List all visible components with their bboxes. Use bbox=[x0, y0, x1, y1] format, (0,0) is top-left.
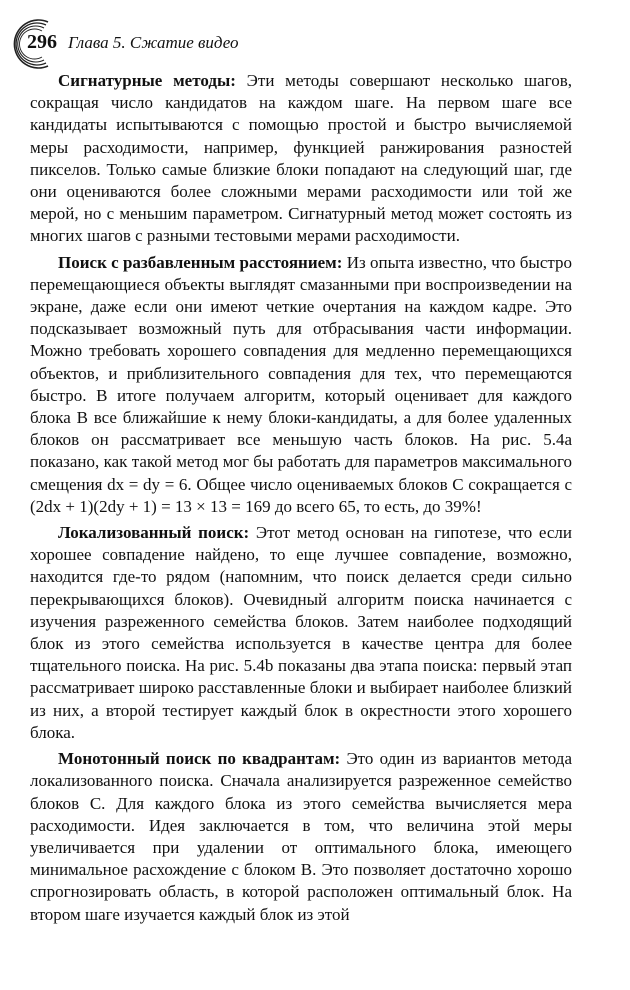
paragraph-signature-methods bbox=[30, 70, 572, 248]
term-heading: Монотонный поиск по квадрантам: bbox=[58, 749, 341, 769]
chapter-title: Глава 5. Сжатие видео bbox=[68, 33, 239, 52]
paragraph-text: Это один из вариантов метода локализованного поиска. Сначала анализируется разреженное семейство блоков C. Для каждого блока из этого семейства вычисляется мера расходимости. Идея заключается в том, что величина этой меры увеличивается при удалении от оптимального блока, имеющего минимальное расхождение с блоком B. Это позволяет достаточно хорошо спрогнозировать область, в которой расположен оптимальный блок. На втором шаге изучается каждый блок из этой bbox=[30, 749, 572, 924]
paragraph-text: Этот метод основан на гипотезе, что если хорошее совпадение найдено, то еще лучшее совпадение, возможно, находится где-то рядом (напомним, что поиск делается среди сильно перекрывающихся блоков). Очевидный алгоритм поиска начинается с изучения разреженного семейства блоков. Затем наиболее подходящий блок из этого семейства используется в качестве центра для более тщательного поиска. На рис. 5.4b показаны два этапа поиска: первый этап рассматривает широко расставленные блоки и выбирает наиболее близкий из них, а второй тестирует каждый блок в окрестности этого хорошего блока. bbox=[30, 523, 572, 742]
term-heading: Локализованный поиск: bbox=[58, 523, 250, 543]
term-heading: Сигнатурные методы: bbox=[58, 71, 236, 90]
page-number: 296 bbox=[27, 31, 57, 53]
term-heading: Поиск с разбавленным расстоянием: bbox=[58, 252, 343, 272]
paragraph-diluted-distance-search bbox=[30, 252, 572, 518]
paragraph-text: Эти методы совершают несколько шагов, сокращая число кандидатов на каждом шаге. На первом шаге все кандидаты испытываются с помощью простой и быстро вычисляемой меры расходимости, например, функцией ранжирования разностей пикселов. Только самые близкие блоки попадают на следующий шаг, где они оцениваются более сложными мерами расходимости или той же мерой, но с меньшим параметром. Сигнатурный метод может состоять из многих шагов с разными тестовыми мерами расходимости. bbox=[30, 71, 573, 246]
paragraph-text: Из опыта известно, что быстро перемещающиеся объекты выглядят смазанными при воспроизведении на экране, даже если они имеют четкие очертания на каждом кадре. Это подсказывает возможный путь для отбрасывания части информации. Можно требовать хорошего совпадения для медленно перемещающихся объектов, и приблизительного совпадения для тех, что перемещаются быстро. В итоге получаем алгоритм, который оценивает для каждого блока B все ближайшие к нему блоки-кандидаты, а для более удаленных блоков он рассматривает все меньшую часть блоков. На рис. 5.4a показано, как такой метод мог бы работать для параметров максимального смещения dx = dy = 6. Общее число оцениваемых блоков C сокращается с (2dx + 1)(2dy + 1) = 13 × 13 = 169 до всего 65, то есть, до 39%! bbox=[30, 252, 573, 516]
page-body bbox=[30, 70, 572, 930]
paragraph-monotonic-quadrant-search bbox=[30, 748, 572, 926]
paragraph-localized-search bbox=[30, 522, 572, 744]
page-header bbox=[8, 16, 608, 72]
